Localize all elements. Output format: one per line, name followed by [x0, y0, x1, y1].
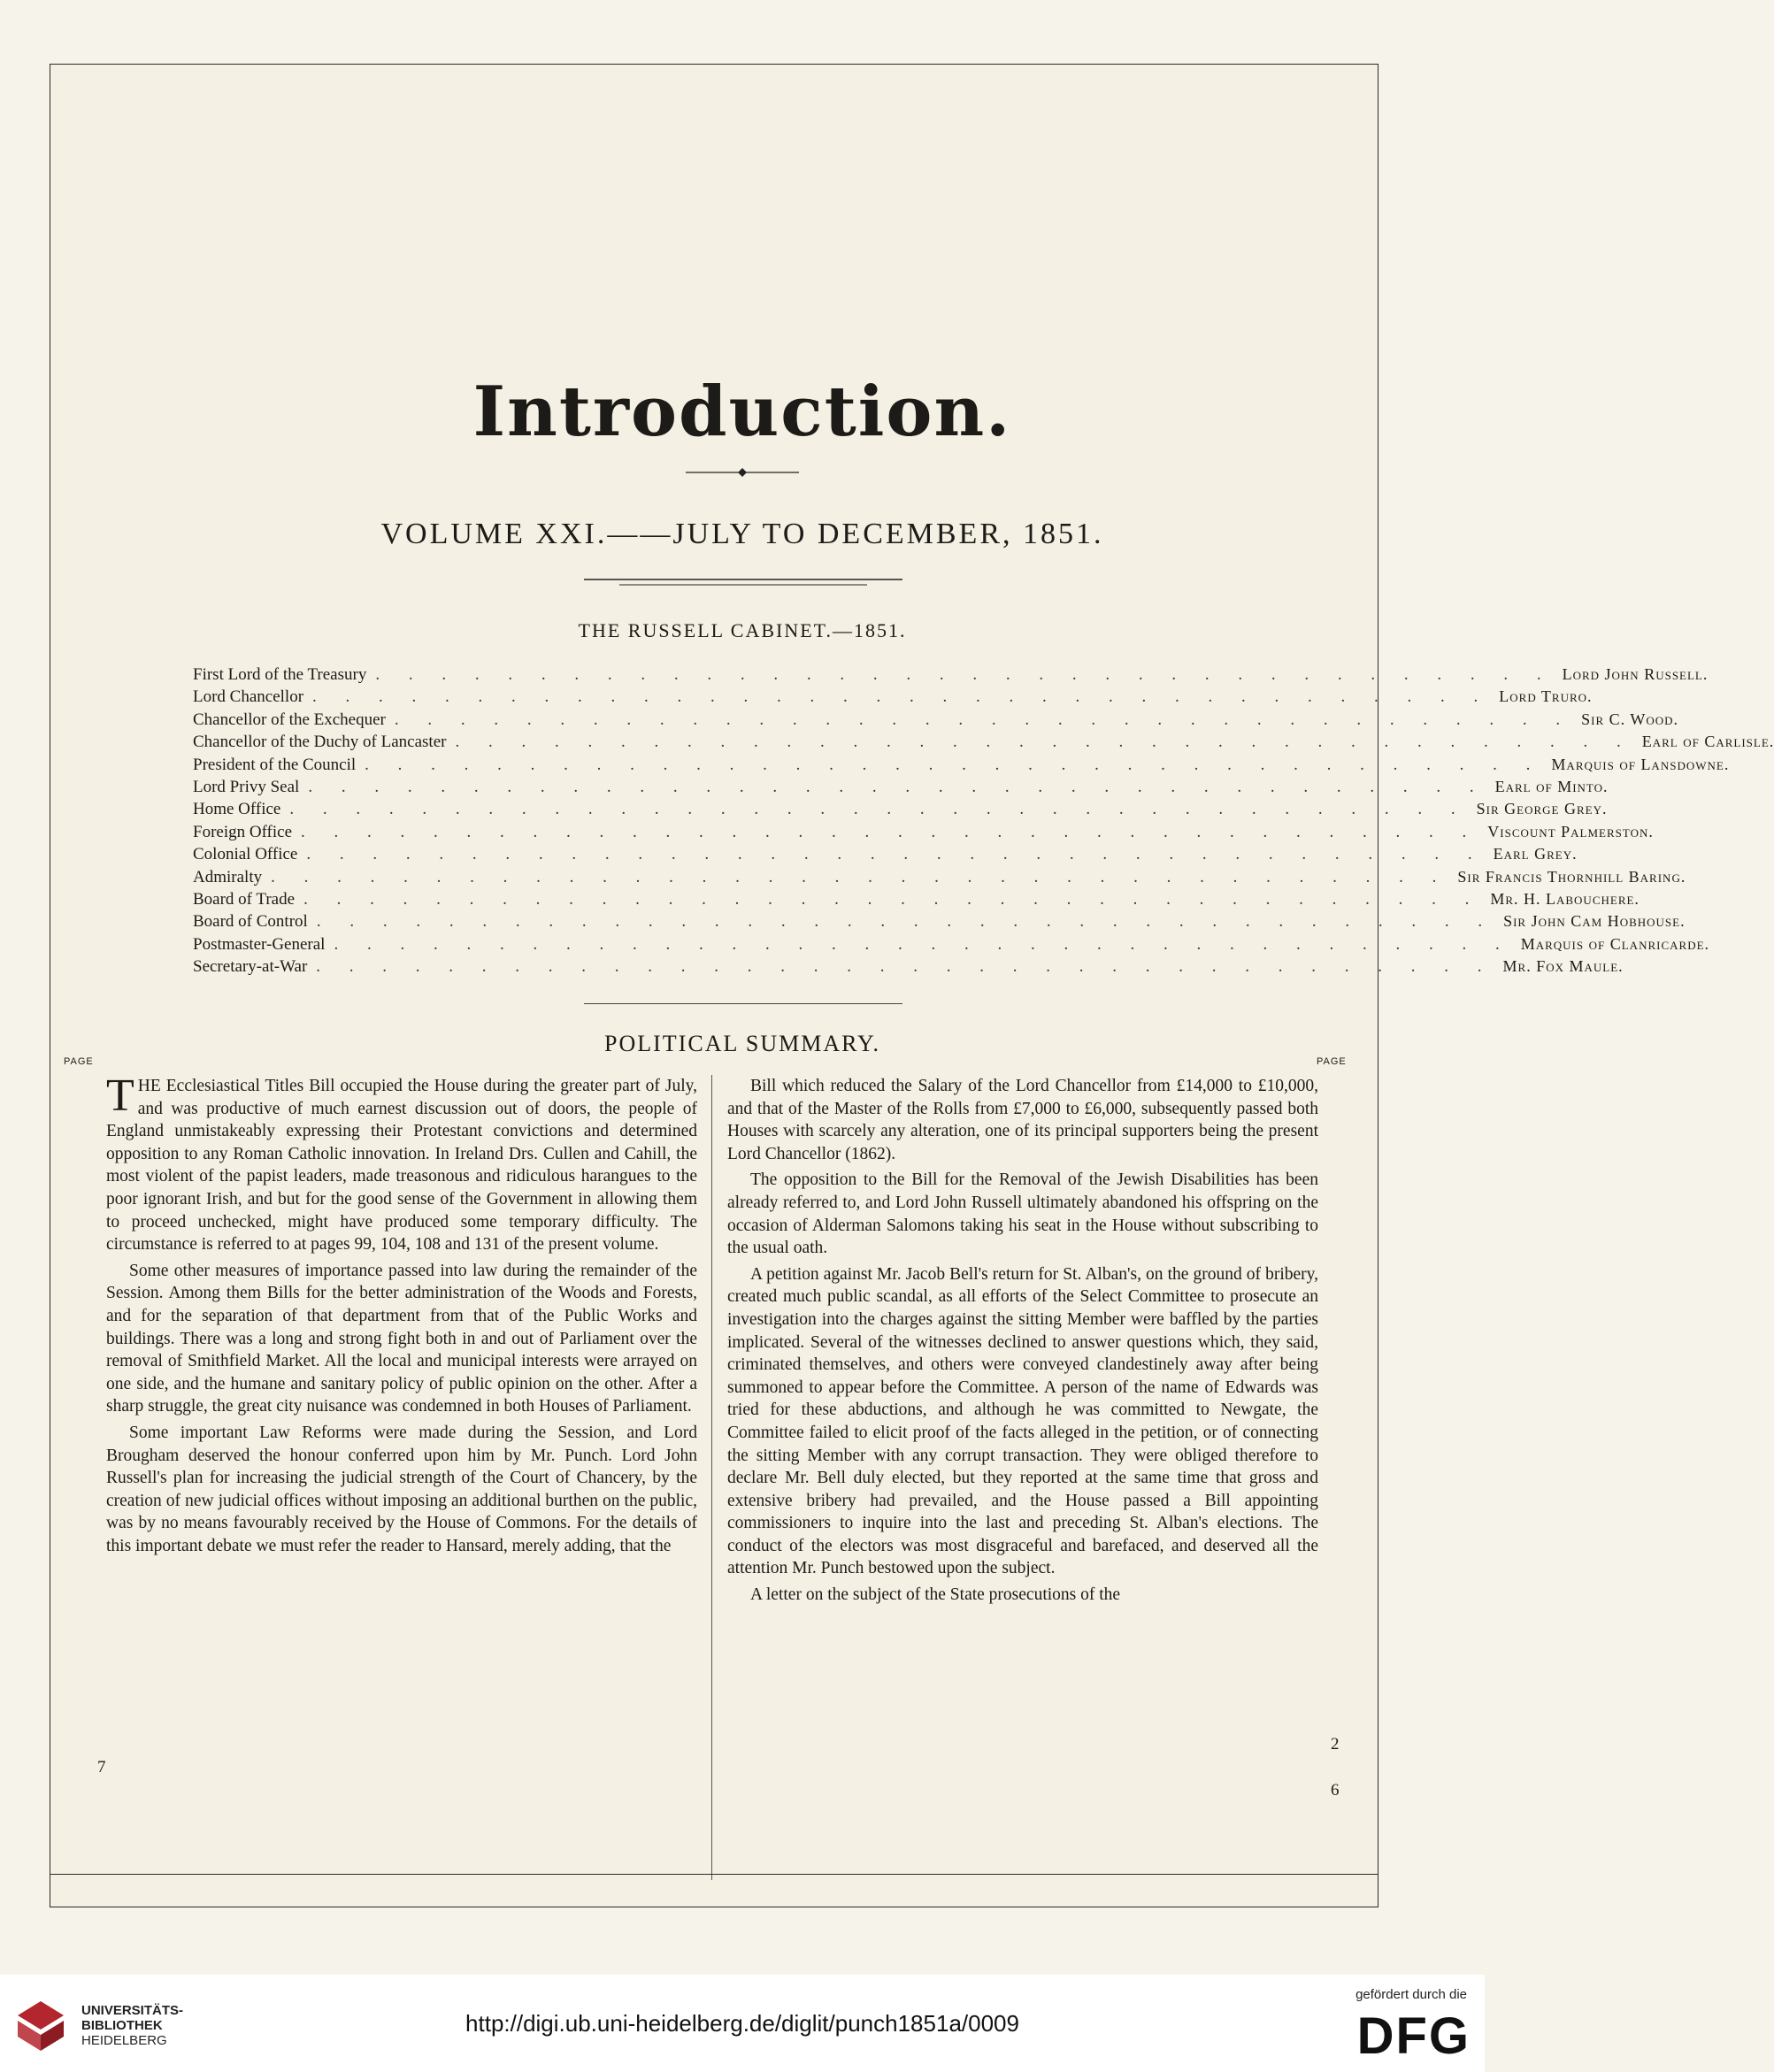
cabinet-office: Admiralty	[193, 867, 263, 886]
leader-dots: . . . . . . . . . . . . . . . . . . . . . . . . . . . . . . . . . . . .	[394, 710, 1573, 729]
leader-dots: . . . . . . . . . . . . . . . . . . . . . . . . . . . . . . . . . . . .	[301, 822, 1479, 841]
leader-dots: . . . . . . . . . . . . . . . . . . . . . . . . . . . . . . . . . . . .	[375, 665, 1554, 684]
source-url-link[interactable]: http://digi.ub.uni-heidelberg.de/diglit/punch1851a/0009	[465, 2010, 1019, 2037]
summary-paragraph: Some other measures of importance passed into law during the remainder of the Session. Among them Bills for the better administration of the Woods and Forests, and for the separation of that department from that of the Public Works and buildings. There was a long and strong fight both in and out of Parliament over the removal of Smithfield Market. All the local and municipal interests were arrayed on one side, and the humane and sanitary policy of public opinion on the other. After a sharp struggle, the great city nuisance was condemned in both Houses of Parliament.	[106, 1261, 697, 1416]
leader-dots: . . . . . . . . . . . . . . . . . . . . . . . . . . . . . . . . . . . .	[455, 733, 1633, 752]
summary-column-right	[727, 1075, 1318, 1610]
double-rule	[584, 577, 902, 587]
cabinet-row	[193, 733, 1774, 755]
cabinet-row	[193, 934, 1710, 957]
library-name: UNIVERSITÄTS- BIBLIOTHEK HEIDELBERG	[81, 2003, 184, 2048]
summary-paragraph: Some important Law Reforms were made during the Session, and Lord Brougham deserved the honour conferred upon him by Mr. Punch. Lord John Russell's plan for increasing the judicial strength of the Court of Chancery, by the creation of new judicial offices without imposing an additional burthen on the public, was by no means favourably received by the House of Commons. For the details of this important debate we must refer the reader to Hansard, merely adding, that the	[106, 1423, 697, 1555]
cabinet-heading: THE RUSSELL CABINET.—1851.	[578, 619, 907, 641]
cabinet-holder: Sir C. Wood.	[1581, 710, 1678, 728]
cabinet-office: Home Office	[193, 800, 281, 819]
cabinet-holder: Lord Truro.	[1499, 687, 1593, 706]
leader-dots: . . . . . . . . . . . . . . . . . . . . . . . . . . . . . . . . . . . .	[334, 934, 1512, 954]
leader-dots: . . . . . . . . . . . . . . . . . . . . . . . . . . . . . . . . . . . .	[306, 845, 1485, 864]
page-title: Introduction.	[472, 372, 1012, 452]
column-separator	[711, 1075, 712, 1880]
cabinet-row	[193, 957, 1624, 979]
summary-paragraph: Bill which reduced the Salary of the Lord Chancellor from £14,000 to £10,000, and that of the Master of the Rolls from £7,000 to £6,000, subsequently passed both Houses with scarcely any alteration, one of its principal supporters being the present Lord Chancellor (1862).	[727, 1077, 1318, 1163]
cabinet-office: First Lord of the Treasury	[193, 665, 367, 684]
section-rule	[584, 1003, 902, 1004]
cabinet-holder: Viscount Palmerston.	[1487, 822, 1654, 840]
cabinet-row	[193, 800, 1608, 822]
cabinet-holder: Mr. H. Labouchere.	[1490, 889, 1640, 908]
cabinet-holder: Sir John Cam Hobhouse.	[1503, 912, 1686, 931]
cabinet-holder: Earl of Carlisle.	[1641, 733, 1774, 751]
leader-dots: . . . . . . . . . . . . . . . . . . . . . . . . . . . . . . . . . . . .	[289, 800, 1468, 819]
volume-heading: VOLUME XXI.——JULY TO DECEMBER, 1851.	[380, 518, 1104, 550]
margin-ref-7: 7	[97, 1758, 106, 1777]
summary-paragraph: THE Ecclesiastical Titles Bill occupied the House during the greater part of July, and was productive of much earnest discussion out of doors, the people of England unmistakeably expressing their Protestant convictions and determined opposition to any Roman Catholic innovation. In Ireland Drs. Cullen and Cahill, the most violent of the papist leaders, made treasonous and ridiculous harangues to the poor ignorant Irish, and but for the good sense of the Government in allowing them to proceed unchecked, might have produced some temporary difficulty. The circumstance is referred to at pages 99, 104, 108 and 131 of the present volume.	[106, 1071, 697, 1255]
cabinet-row	[193, 845, 1578, 867]
cabinet-office: Chancellor of the Exchequer	[193, 710, 386, 729]
cabinet-office: Chancellor of the Duchy of Lancaster	[193, 733, 447, 752]
cabinet-row	[193, 867, 1686, 890]
summary-paragraph: A letter on the subject of the State prosecutions of the	[750, 1585, 1121, 1605]
diamond-divider	[686, 467, 799, 478]
cabinet-office: Board of Control	[193, 912, 308, 932]
cabinet-row	[193, 912, 1686, 934]
cabinet-holder: Marquis of Clanricarde.	[1520, 934, 1710, 953]
summary-heading: POLITICAL SUMMARY.	[604, 1031, 880, 1056]
cabinet-office: Lord Privy Seal	[193, 777, 300, 796]
page-label-left: PAGE	[64, 1056, 94, 1067]
cabinet-row	[193, 755, 1730, 778]
summary-paragraph: The opposition to the Bill for the Removal of the Jewish Disabilities has been already referred to, and Lord John Russell ultimately abandoned his offspring on the occasion of Alderman Salomons taking his seat in the House without subscribing to the usual oath.	[727, 1170, 1318, 1258]
cabinet-row	[193, 687, 1593, 710]
bottom-rule	[50, 1874, 1378, 1875]
cabinet-holder: Marquis of Lansdowne.	[1551, 755, 1730, 773]
dfg-logo: DFG	[1356, 2007, 1471, 2065]
cabinet-holder: Mr. Fox Maule.	[1502, 957, 1624, 976]
cabinet-row	[193, 777, 1609, 800]
page-label-right: PAGE	[1317, 1056, 1347, 1067]
page-frame	[50, 64, 1378, 1907]
cabinet-holder: Sir Francis Thornhill Baring.	[1457, 867, 1686, 886]
cabinet-holder: Lord John Russell.	[1562, 665, 1709, 683]
cabinet-office: Postmaster-General	[193, 934, 326, 954]
margin-ref-2: 2	[1331, 1735, 1340, 1754]
cabinet-row	[193, 822, 1654, 845]
leader-dots: . . . . . . . . . . . . . . . . . . . . . . . . . . . . . . . . . . . .	[271, 867, 1449, 886]
summary-column-left	[106, 1071, 697, 1561]
summary-paragraph: A petition against Mr. Jacob Bell's return for St. Alban's, on the ground of bribery, created much public scandal, as all efforts of the Select Committee to prosecute an investigation into the charges against the sitting Member were baffled by the parties implicated. Several of the witnesses declined to answer questions which, they said, criminated themselves, and others were conveyed clandestinely away after being summoned to appear before the Committee. A person of the name of Edwards was tried for these abductions, and although he was committed to Newgate, the Committee failed to elicit proof of the facts alleged in the petition, or of connecting the sitting Member with any corrupt transaction. They were obliged therefore to declare Mr. Bell duly elected, but they reported at the same time that gross and extensive bribery had prevailed, and the House passed a Bill appointing commissioners to inquire into the last and preceding St. Alban's elections. The conduct of the electors was most disgraceful and barefaced, and deserved all the attention Mr. Punch bestowed upon the subject.	[727, 1264, 1318, 1578]
cabinet-row	[193, 889, 1640, 912]
cabinet-holder: Earl of Minto.	[1494, 777, 1609, 795]
cabinet-row	[193, 710, 1678, 733]
cabinet-row	[193, 665, 1709, 687]
footer-bar	[0, 1975, 1485, 2072]
cabinet-office: Secretary-at-War	[193, 957, 308, 977]
leader-dots: . . . . . . . . . . . . . . . . . . . . . . . . . . . . . . . . . . . .	[316, 912, 1495, 932]
cabinet-office: Board of Trade	[193, 889, 296, 909]
leader-dots: . . . . . . . . . . . . . . . . . . . . . . . . . . . . . . . . . . . .	[308, 777, 1486, 796]
cabinet-office: President of the Council	[193, 755, 357, 774]
leader-dots: . . . . . . . . . . . . . . . . . . . . . . . . . . . . . . . . . . . .	[316, 957, 1494, 977]
cabinet-holder: Earl Grey.	[1493, 845, 1578, 863]
cabinet-table	[193, 665, 1774, 979]
leader-dots: . . . . . . . . . . . . . . . . . . . . . . . . . . . . . . . . . . . .	[303, 889, 1482, 909]
margin-ref-6: 6	[1331, 1781, 1340, 1800]
leader-dots: . . . . . . . . . . . . . . . . . . . . . . . . . . . . . . . . . . . .	[312, 687, 1491, 707]
cabinet-holder: Sir George Grey.	[1476, 800, 1608, 818]
funded-by-caption: gefördert durch die	[1355, 1987, 1467, 2002]
leader-dots: . . . . . . . . . . . . . . . . . . . . . . . . . . . . . . . . . . . .	[365, 755, 1543, 774]
cabinet-office: Colonial Office	[193, 845, 298, 864]
cabinet-office: Lord Chancellor	[193, 687, 304, 707]
cabinet-office: Foreign Office	[193, 822, 293, 841]
